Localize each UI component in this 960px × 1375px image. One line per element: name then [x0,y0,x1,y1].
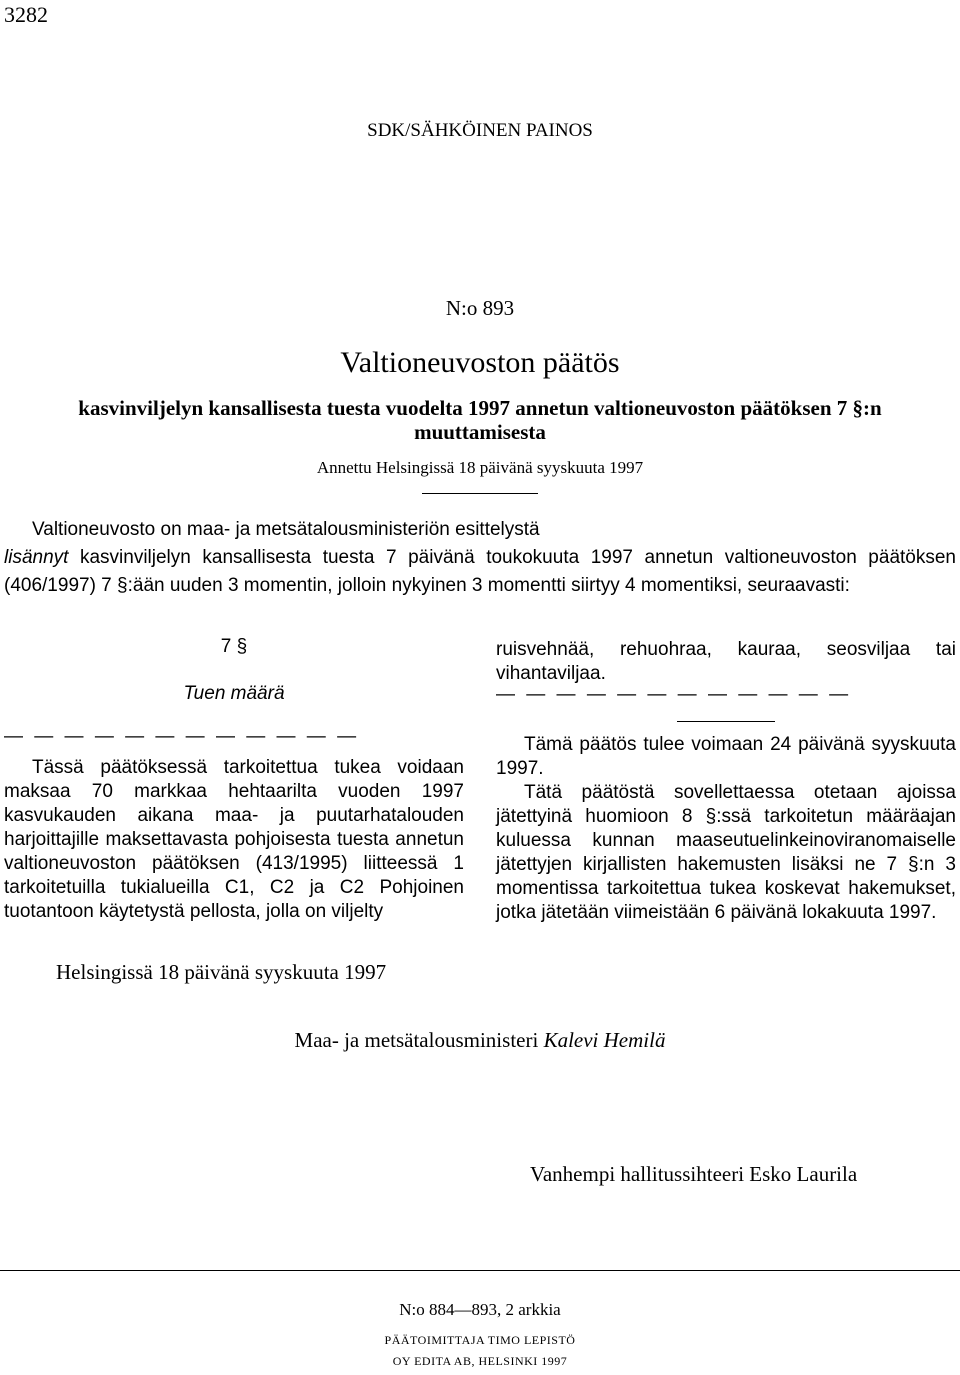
preamble-body [4,547,956,596]
section-body-left: Tässä päätöksessä tarkoitettua tukea voidaan maksaa 70 markkaa hehtaarilta vuoden 1997 kasvukauden aikana maa- ja puutarhatalouden harjoittajille maksettavasta pohjoisesta tuesta annetun valtioneuvoston päätöksen (413/1995) liitteessä 1 tarkoitetuilla tukialueilla C1, C2 ja C2 Pohjoinen tuotantoon käytetystä pellosta, jolla on viljelty [4,757,464,922]
omission-dashes-left: — — — — — — — — — — — — [4,726,360,747]
footer-divider [0,1270,960,1271]
subtitle [0,396,960,444]
subtitle-line-1: kasvinviljelyn kansallisesta tuesta vuodelta 1997 annetun valtioneuvoston päätöksen 7 §:n [78,396,882,420]
section-divider [677,721,775,722]
preamble-italic-word: lisännyt [4,547,69,568]
publisher-editor: PÄÄTOIMITTAJA TIMO LEPISTÖ [384,1333,576,1347]
entry-into-force: Tämä päätös tulee voimaan 24 päivänä syyskuuta 1997. [496,734,956,779]
issue-date: Annettu Helsingissä 18 päivänä syyskuuta 1997 [316,458,644,477]
secretary-signature: Vanhempi hallitussihteeri Esko Laurila [530,1162,858,1186]
signing-place-date: Helsingissä 18 päivänä syyskuuta 1997 [56,960,387,984]
publisher-company: OY EDITA AB, HELSINKI 1997 [392,1354,568,1368]
section-number: 7 § [220,636,248,657]
section-body-continuation: ruisvehnää, rehuohraa, kauraa, seosviljaa tai vihantaviljaa. [496,639,956,684]
page-title: Valtioneuvoston päätös [340,346,620,379]
preamble-text: kasvinviljelyn kansallisesta tuesta 7 päivänä toukokuuta 1997 annetun valtioneuvoston päätöksen (406/1997) 7 §:ään uuden 3 momentin, jolloin nykyinen 3 momentti siirtyy 4 momentiksi, seuraavasti: [4,547,956,596]
issue-info: N:o 884—893, 2 arkkia [399,1300,561,1319]
edition-label: SDK/SÄHKÖINEN PAINOS [367,120,593,141]
preamble-line-1: Valtioneuvosto on maa- ja metsätalousministeriön esittelystä [32,519,540,540]
preamble [4,516,956,600]
decision-number: N:o 893 [445,296,515,320]
section-title: Tuen määrä [183,683,285,704]
application-clause: Tätä päätöstä sovellettaessa otetaan ajoissa jätettyinä huomioon 8 §:ssä tarkoitetun määräajan kuluessa kunnan maaseutuelinkeinoviranomaiselle jätettyjen kirjallisten hakemusten lisäksi ne 7 §:n 3 momentissa tarkoitettua tukea koskevat hakemukset, jotka jätetään viimeistään 6 päivänä lokakuuta 1997. [496,782,956,923]
page-number: 3282 [4,2,48,27]
minister-name: Kalevi Hemilä [543,1028,666,1052]
title-divider [422,493,538,494]
omission-dashes-right: — — — — — — — — — — — — [496,684,852,705]
minister-title: Maa- ja metsätalousministeri [294,1028,544,1052]
subtitle-line-2: muuttamisesta [414,420,546,444]
minister-signature [0,1028,960,1053]
